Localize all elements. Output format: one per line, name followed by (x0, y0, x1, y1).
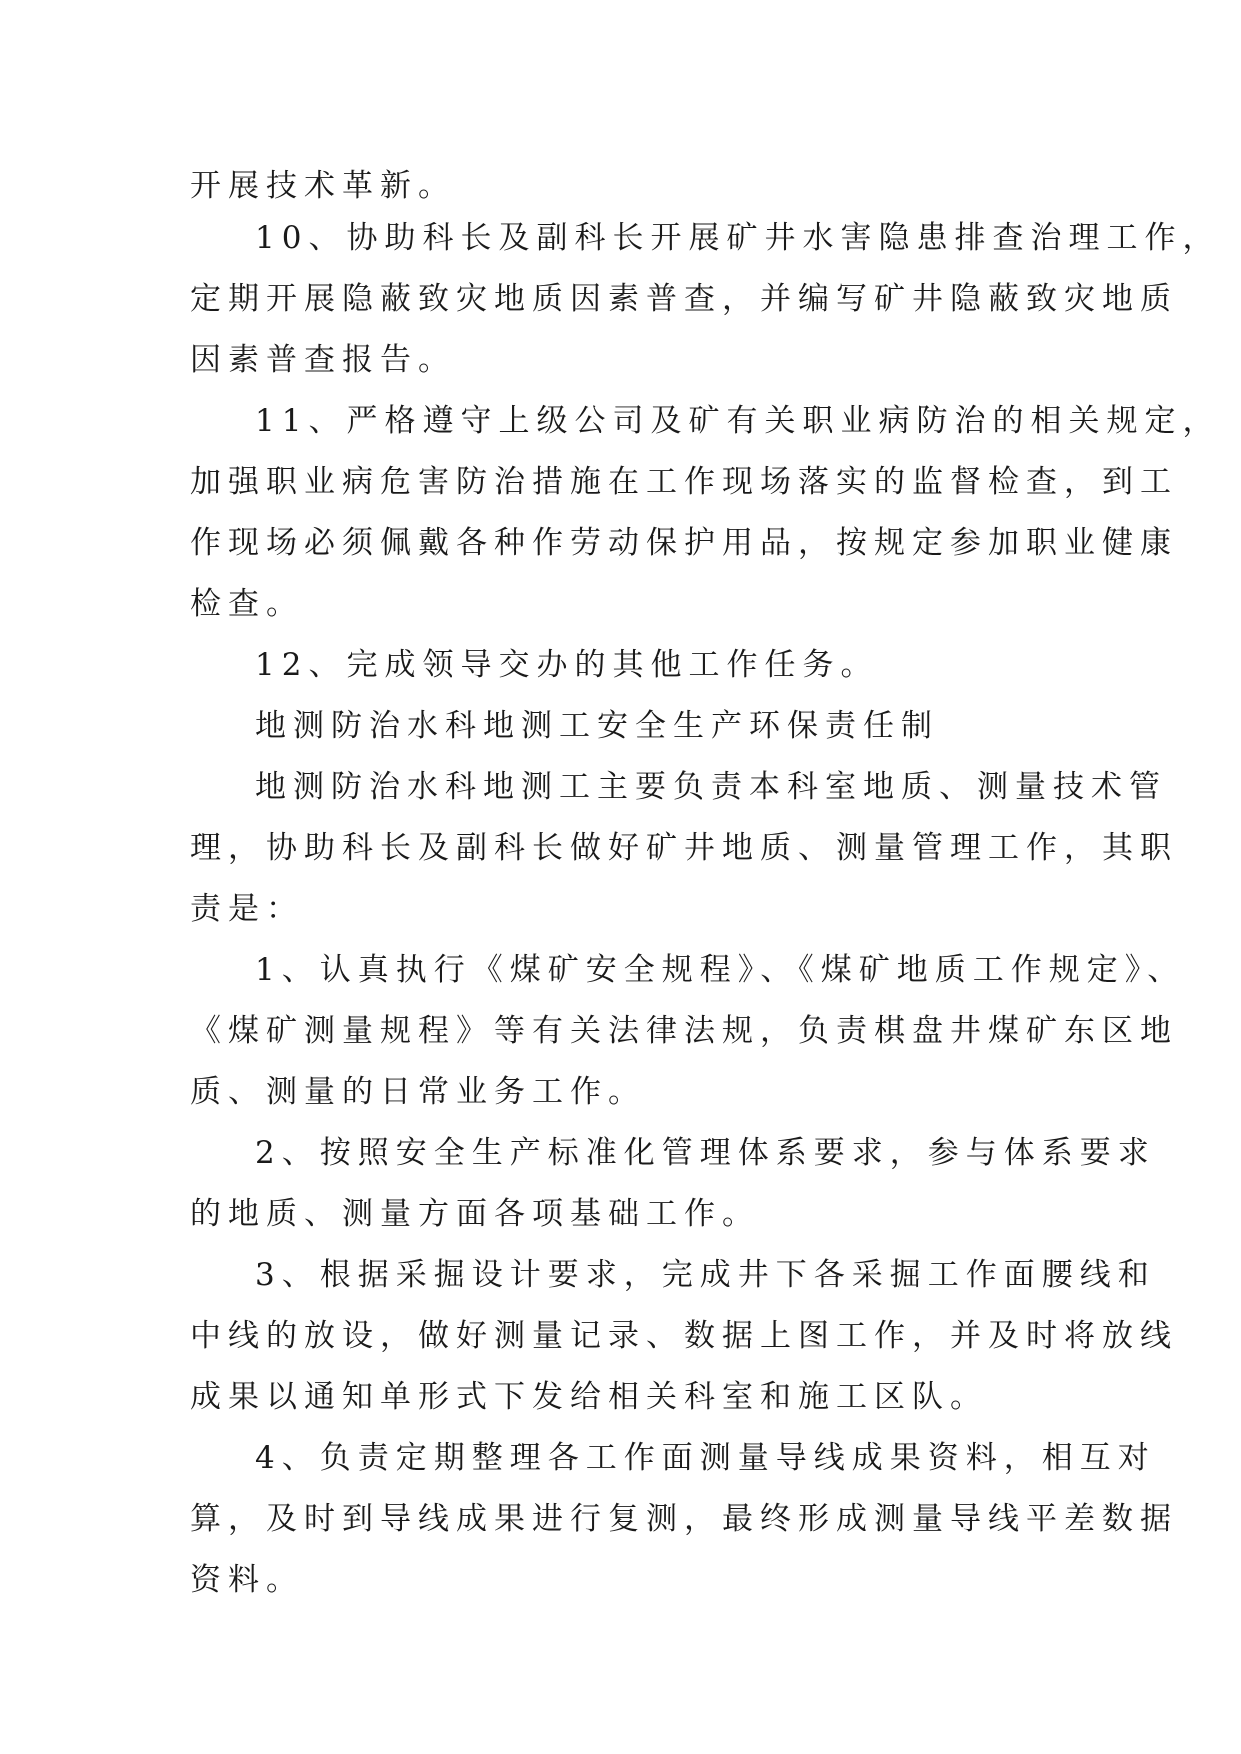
text-line: 地测防治水科地测工主要负责本科室地质、测量技术管 (255, 769, 1167, 805)
text-line: 加强职业病危害防治措施在工作现场落实的监督检查，到工 (190, 464, 1178, 500)
text-line: 成果以通知单形式下发给相关科室和施工区队。 (190, 1379, 988, 1415)
text-line: 检查。 (190, 586, 304, 622)
text-line: 开展技术革新。 (190, 168, 456, 204)
text-line: 中线的放设，做好测量记录、数据上图工作，并及时将放线 (190, 1318, 1178, 1354)
text-line: 10、协助科长及副科长开展矿井水害隐患排查治理工作， (255, 220, 1221, 256)
text-line: 理，协助科长及副科长做好矿井地质、测量管理工作，其职 (190, 830, 1178, 866)
text-line: 因素普查报告。 (190, 342, 456, 378)
text-line: 1、认真执行《煤矿安全规程》、《煤矿地质工作规定》、 (255, 952, 1186, 988)
text-line: 12、完成领导交办的其他工作任务。 (255, 647, 879, 683)
text-line: 作现场必须佩戴各种作劳动保护用品，按规定参加职业健康 (190, 525, 1178, 561)
text-line: 责是： (190, 891, 304, 927)
text-line: 4、负责定期整理各工作面测量导线成果资料，相互对 (255, 1440, 1156, 1476)
text-line: 的地质、测量方面各项基础工作。 (190, 1196, 760, 1232)
text-line: 11、严格遵守上级公司及矿有关职业病防治的相关规定， (255, 403, 1221, 439)
text-line: 算，及时到导线成果进行复测，最终形成测量导线平差数据 (190, 1501, 1178, 1537)
text-line: 3、根据采掘设计要求，完成井下各采掘工作面腰线和 (255, 1257, 1156, 1293)
text-line: 《煤矿测量规程》等有关法律法规，负责棋盘井煤矿东区地 (190, 1013, 1178, 1049)
text-line: 定期开展隐蔽致灾地质因素普查，并编写矿井隐蔽致灾地质 (190, 281, 1178, 317)
section-heading: 地测防治水科地测工安全生产环保责任制 (255, 708, 939, 744)
text-line: 2、按照安全生产标准化管理体系要求，参与体系要求 (255, 1135, 1156, 1171)
text-line: 资料。 (190, 1562, 304, 1598)
text-line: 质、测量的日常业务工作。 (190, 1074, 646, 1110)
